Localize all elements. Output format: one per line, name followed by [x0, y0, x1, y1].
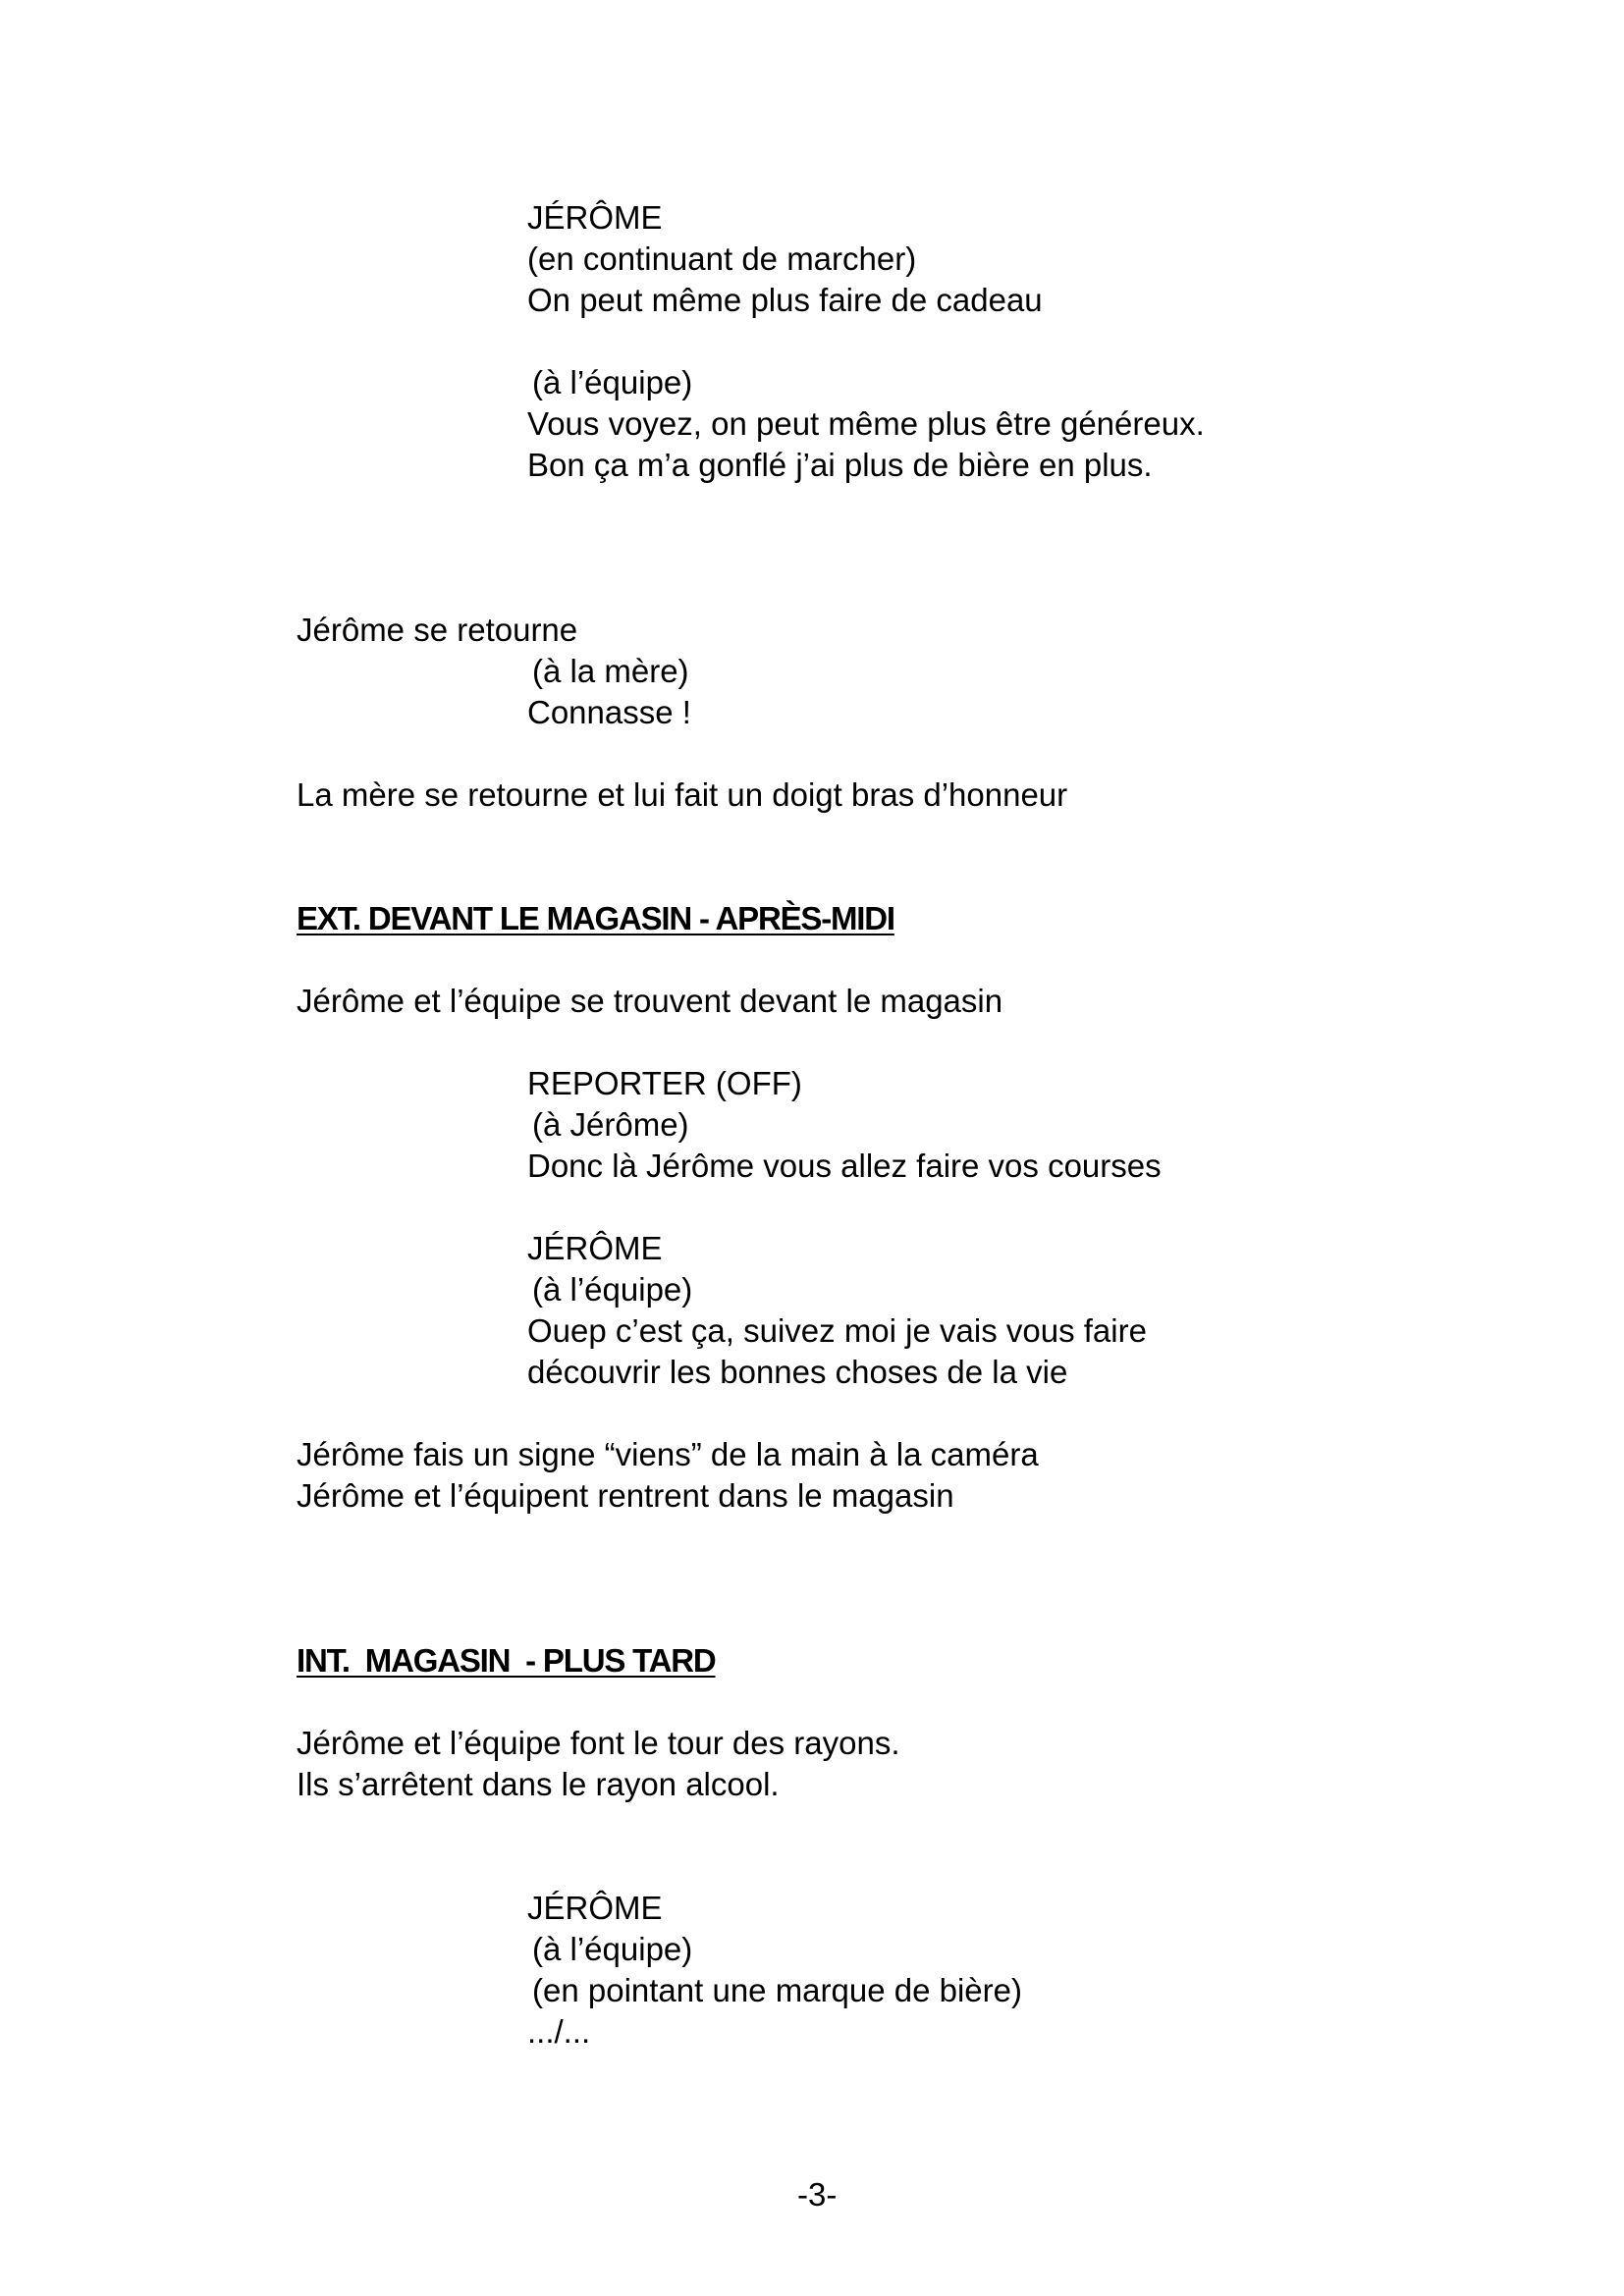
action-line: Ils s’arrêtent dans le rayon alcool. [297, 1766, 780, 1802]
dialogue-line: Ouep c’est ça, suivez moi je vais vous faire [527, 1312, 1147, 1349]
action-line: Jérôme et l’équipe font le tour des rayons. [297, 1725, 900, 1761]
parenthetical: (en pointant une marque de bière) [532, 1972, 1022, 2008]
scene-heading: EXT. DEVANT LE MAGASIN - APRÈS-MIDI [297, 900, 894, 936]
action-line: Jérôme et l’équipe se trouvent devant le magasin [297, 983, 1003, 1019]
dialogue-line: Vous voyez, on peut même plus être généreux. [527, 405, 1205, 442]
dialogue-line: Donc là Jérôme vous allez faire vos courses [527, 1148, 1162, 1184]
continuation-mark: .../... [527, 2013, 591, 2050]
dialogue-line: Connasse ! [527, 694, 691, 730]
page-number: -3- [797, 2176, 838, 2213]
character-name: JÉRÔME [527, 199, 663, 236]
action-line: La mère se retourne et lui fait un doigt bras d’honneur [297, 776, 1068, 813]
dialogue-line: On peut même plus faire de cadeau [527, 282, 1043, 318]
parenthetical: (à l’équipe) [532, 1271, 693, 1308]
character-name: REPORTER (OFF) [527, 1065, 802, 1101]
parenthetical: (à l’équipe) [532, 1931, 693, 1967]
parenthetical: (à l’équipe) [532, 364, 693, 400]
dialogue-line: découvrir les bonnes choses de la vie [527, 1354, 1068, 1390]
parenthetical: (à Jérôme) [532, 1106, 689, 1143]
action-line: Jérôme fais un signe “viens” de la main à la caméra [297, 1436, 1039, 1472]
scene-heading: INT. MAGASIN - PLUS TARD [297, 1642, 716, 1679]
dialogue-line: Bon ça m’a gonflé j’ai plus de bière en plus. [527, 447, 1153, 483]
character-name: JÉRÔME [527, 1890, 663, 1926]
action-line: Jérôme se retourne [297, 612, 578, 648]
action-line: Jérôme et l’équipent rentrent dans le magasin [297, 1477, 954, 1514]
parenthetical: (à la mère) [532, 653, 689, 689]
character-name: JÉRÔME [527, 1230, 663, 1266]
parenthetical: (en continuant de marcher) [527, 240, 917, 277]
